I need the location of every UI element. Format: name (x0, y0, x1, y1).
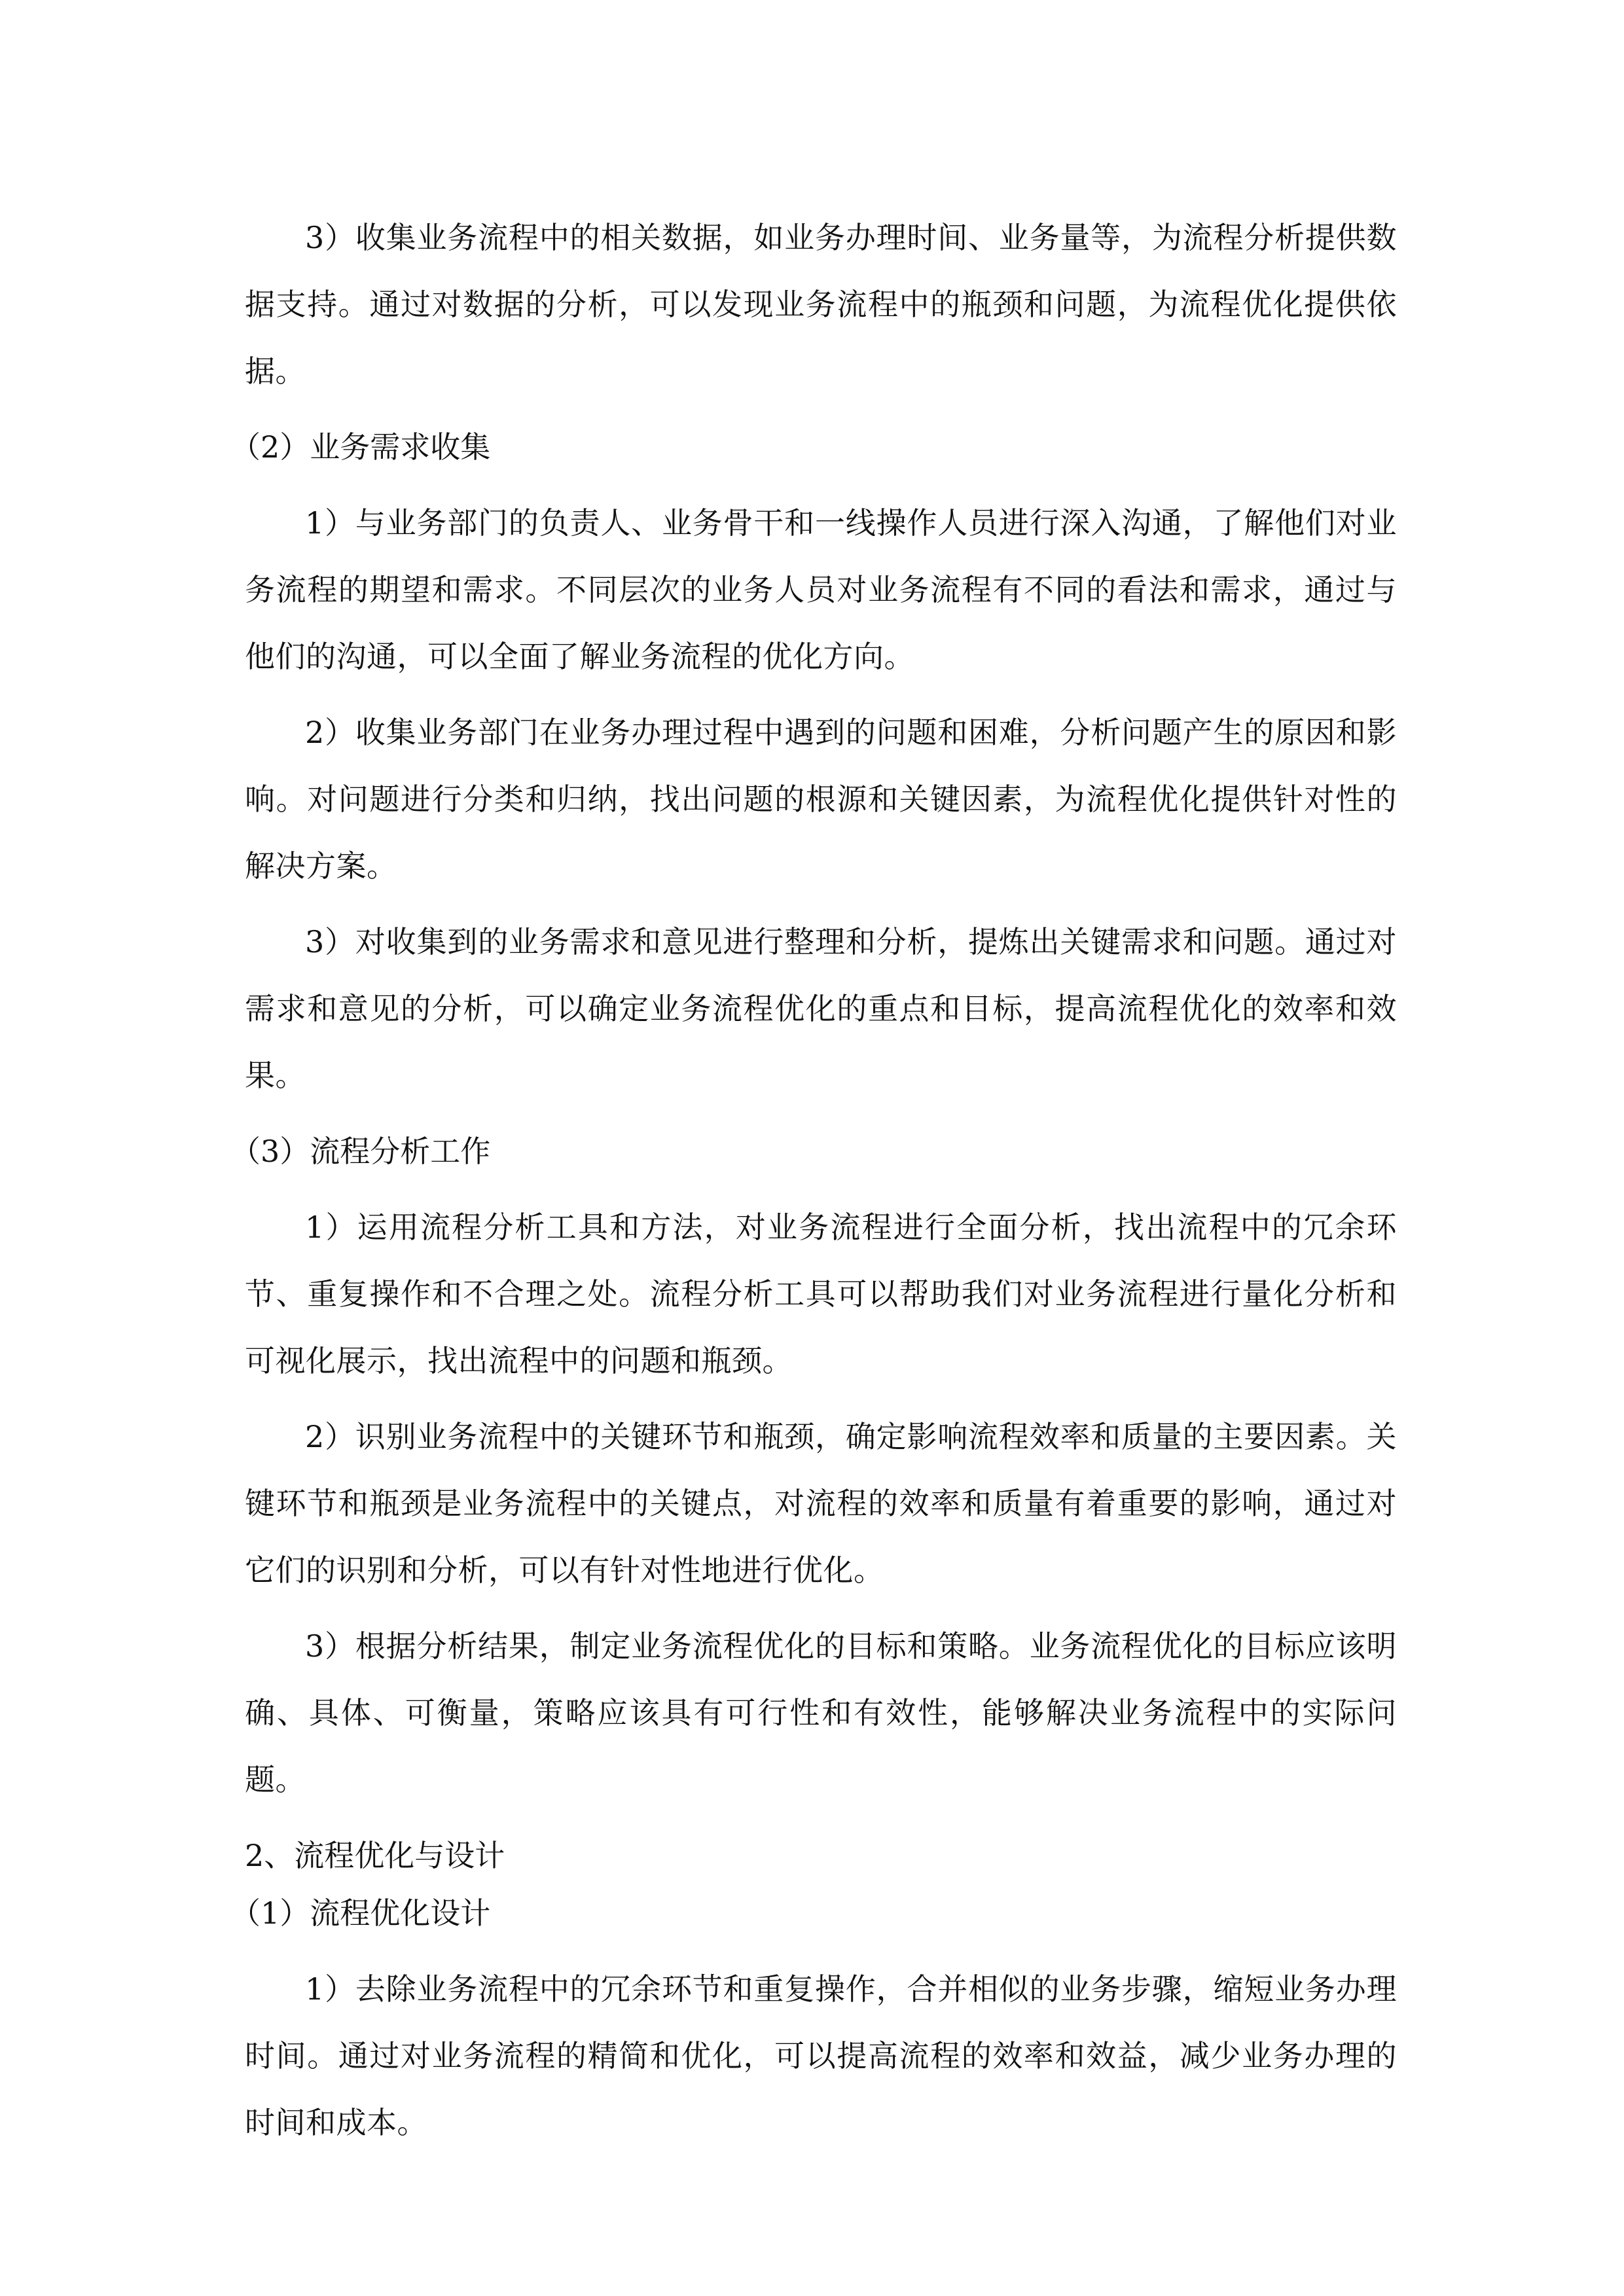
document-body (230, 204, 1397, 2165)
paragraph-requirements-2: 2）收集业务部门在业务办理过程中遇到的问题和困难，分析问题产生的原因和影响。对问题进行分类和归纳，找出问题的根源和关键因素，为流程优化提供针对性的解决方案。 (245, 715, 1397, 884)
paragraph-requirements-3: 3）对收集到的业务需求和意见进行整理和分析，提炼出关键需求和问题。通过对需求和意见的分析，可以确定业务流程优化的重点和目标，提高流程优化的效率和效果。 (245, 924, 1397, 1093)
paragraph-data-collection-3: 3）收集业务流程中的相关数据，如业务办理时间、业务量等，为流程分析提供数据支持。通过对数据的分析，可以发现业务流程中的瓶颈和问题，为流程优化提供依据。 (245, 220, 1397, 389)
heading-process-optimization-design: 2、流程优化与设计 (245, 1838, 505, 1873)
paragraph-analysis-1: 1）运用流程分析工具和方法，对业务流程进行全面分析，找出流程中的冗余环节、重复操作和不合理之处。流程分析工具可以帮助我们对业务流程进行量化分析和可视化展示，找出流程中的问题和瓶颈。 (245, 1210, 1397, 1378)
subheading-optimization-design: （1）流程优化设计 (230, 1895, 491, 1931)
subheading-process-analysis: （3）流程分析工作 (230, 1134, 491, 1169)
subheading-business-requirements: （2）业务需求收集 (230, 429, 491, 465)
paragraph-optimization-1: 1）去除业务流程中的冗余环节和重复操作，合并相似的业务步骤，缩短业务办理时间。通过对业务流程的精简和优化，可以提高流程的效率和效益，减少业务办理的时间和成本。 (245, 1971, 1397, 2140)
paragraph-analysis-3: 3）根据分析结果，制定业务流程优化的目标和策略。业务流程优化的目标应该明确、具体、可衡量，策略应该具有可行性和有效性，能够解决业务流程中的实际问题。 (245, 1628, 1397, 1797)
paragraph-requirements-1: 1）与业务部门的负责人、业务骨干和一线操作人员进行深入沟通，了解他们对业务流程的期望和需求。不同层次的业务人员对业务流程有不同的看法和需求，通过与他们的沟通，可以全面了解业务流程的优化方向。 (245, 505, 1397, 674)
paragraph-analysis-2: 2）识别业务流程中的关键环节和瓶颈，确定影响流程效率和质量的主要因素。关键环节和瓶颈是业务流程中的关键点，对流程的效率和质量有着重要的影响，通过对它们的识别和分析，可以有针对性地进行优化。 (245, 1419, 1397, 1588)
